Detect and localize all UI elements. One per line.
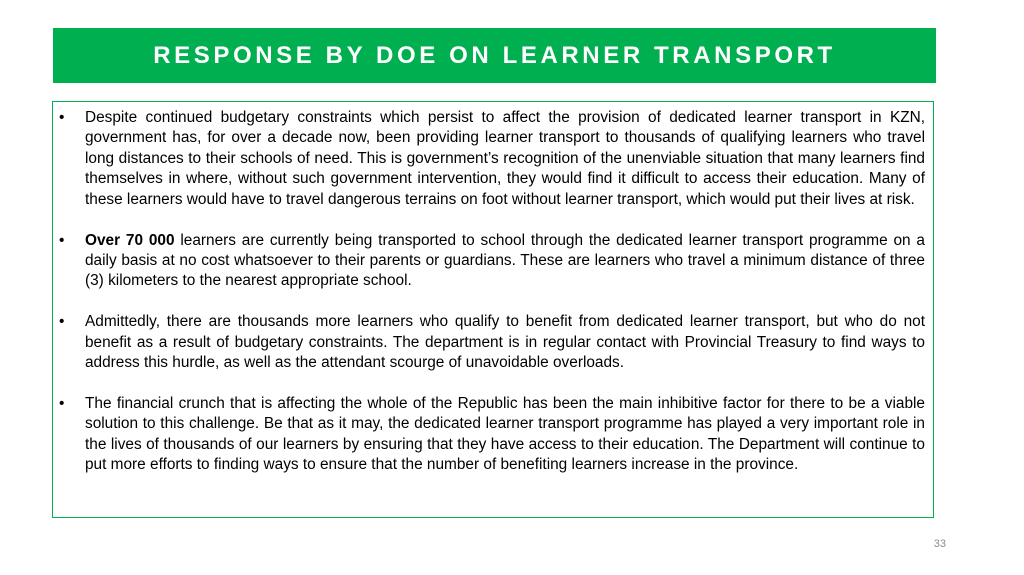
bullet-text: Admittedly, there are thousands more learners who qualify to benefit from dedicated learner transport, but who do not benefit as a result of budgetary constraints. The department is in regular contact with Provincial Treasury to find ways to address this hurdle, as well as the attendant scourge of unavoidable overloads. [85, 313, 925, 372]
bullet-text: The financial crunch that is affecting the whole of the Republic has been the main inhibitive factor for there to be a viable solution to this challenge. Be that as it may, the dedicated learner transport programme has played a very important role in the lives of thousands of our learners by ensuring that they have access to their education. The Department will continue to put more efforts to finding ways to ensure that the number of benefiting learners increase in the province. [85, 394, 925, 474]
slide-title: RESPONSE BY DOE ON LEARNER TRANSPORT [153, 41, 836, 69]
bullet-item-2 [53, 231, 933, 292]
content-box [52, 101, 934, 518]
title-banner [53, 28, 936, 83]
bullet-bold-lead: Over 70 000 [85, 231, 175, 249]
bullet-item-3 [53, 312, 933, 373]
bullet-list [53, 108, 933, 476]
bullet-marker: • [59, 394, 65, 412]
bullet-marker: • [59, 109, 65, 126]
bullet-marker: • [59, 231, 65, 249]
page-number: 33 [933, 538, 946, 550]
bullet-item-4 [53, 394, 933, 476]
bullet-marker: • [59, 313, 65, 331]
bullet-text: Despite continued budgetary constraints which persist to affect the provision of dedicated learner transport in KZN, government has, for over a decade now, been providing learner transport to thousands of qualifying learners who travel long distances to their schools of need. This is government’s recognition of the unenviable situation that many learners find themselves in where, without such government intervention, they would find it difficult to access their education. Many of these learners would have to travel dangerous terrains on foot without learner transport, which would put their lives at risk. [85, 109, 925, 208]
bullet-item-1 [53, 108, 933, 210]
bullet-text: learners are currently being transported to school through the dedicated learner transport programme on a daily basis at no cost whatsoever to their parents or guardians. These are learners who travel a minimum distance of three (3) kilometers to the nearest appropriate school. [85, 231, 925, 290]
